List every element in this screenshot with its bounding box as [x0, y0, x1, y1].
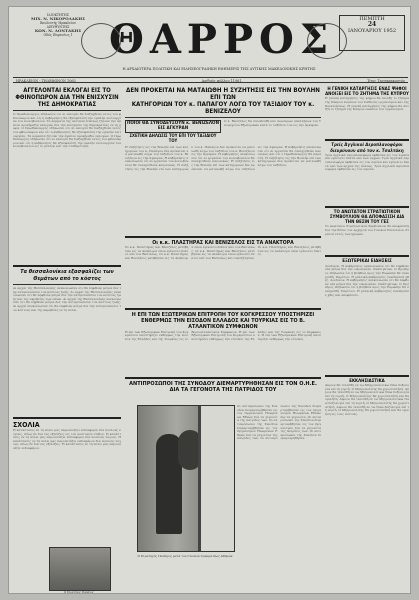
info-right: Έτος Τεσσαρακοστόν — [367, 79, 405, 83]
headline-comments: ΣΧΟΛΙΑ — [13, 421, 40, 429]
portrait-photo — [49, 547, 111, 591]
info-bar — [13, 77, 408, 83]
right-column — [325, 87, 409, 534]
newspaper-subtitle: Η ΑΡΧΑΙΟΤΕΡΑ ΠΟΛΙΤΙΚΗ ΚΑΙ ΕΙΔΗΣΕΟΓΡΑΦΙΚΗ ΕΦΗΜΕΡΙΣ ΤΗΣ ΔΥΤΙΚΗΣ ΜΑΚΕΔΟΝΙΚΗΣ ΚΡΗΤΗΣ — [122, 67, 316, 71]
date-month: ΙΑΝΟΥΑΡΙΟΥ 1952 — [347, 28, 397, 34]
info-mid: Αριθμός φύλλου 11961 — [201, 79, 242, 83]
article-synod: Οι αντιπρόσωποι της Συνόδου διεμαρτυρήθησαν εις τον Οργανισμόν Ηνωμένων Εθνών δια τα γεγονότα της πατρίδος των. Οι αντιπρόσωποι της Συνόδου διεμαρτυρήθησαν εις τον Οργανισμόν Ηνωμένων Εθνών δια τα γεγονότα της πατρίδος των. Οι αντιπρόσωποι της Συνόδου διεμαρτυρήθησαν εις τον Οργανισμόν Ηνωμένων Εθνών δια τα γεγονότα. Οι αντιπρόσωποι της Συνόδου διεμαρτυρήθησαν εις τον Οργανισμόν δια τα γεγονότα της πατρίδος των. Οι αντιπρόσωποι της Συνόδου διεμαρτυρήθησαν. — [237, 405, 321, 441]
director-name: ΚΩΝ. Ν. ΛΟΝΤΑΚΗΣ — [34, 28, 82, 33]
photo-caption: Ο Στρατηγός Παπάγος μετά του Γενικού Γραμματέως Αθηνών — [137, 554, 233, 558]
headline-cyprus: Η ΓΕΝΙΚΗ ΚΑΤΑΡΓΗΣΙΣ ΕΝΑΣ ΨΗΦΟΙ ΑΝΟΙΞΕΙ ΕΙΣ ΤΟ ΖΗΤΗΜΑ ΤΗΣ ΚΥΠΡΟΥ — [325, 87, 409, 98]
headline-elections: ΑΓΓΕΛΟΝΤΑΙ ΕΚΛΟΓΑΙ ΕΙΣ ΤΟ ΦΘΙΝΟΠΩΡΟΝ ΔΙΑ ΤΗΝ ΕΝΙΣΧΥΣΙΝ ΤΗΣ ΔΗΜΟΚΡΑΤΙΑΣ — [15, 87, 119, 108]
headline-military-council: ΤΟ ΑΝΩΤΑΤΟΝ ΣΤΡΑΤΙΩΤΙΚΟΝ ΣΥΜΒΟΥΛΙΟΝ ΘΑ ΑΠΟΦΑΣΙΣΗ ΔΙΑ ΤΗΝ ΘΕΣΙΝ ΤΟΥ ΓΕΣ — [329, 209, 405, 226]
article-escort-intro: Ο κ. Βενιζέλος θα συνοδευθή υπό ανωτέρων υπαλλήλων του Υπουργείου Εξωτερικών κατά το ταξίδιον του εις την Άγκυραν. — [224, 120, 321, 127]
article-church: Αύριον θα τελεσθή εν τω Μητροπολιτικώ Ναώ δοξολογία επί τη εορτή. Ο Μητροπολίτης θα χοροστατήση. Αύριον θα τελεσθή εν τω Μητροπολιτικώ Ναώ δοξολογία επί τη εορτή. Ο Μητροπολίτης θα χοροστατήση και θα ομιλήση. Αύριον θα τελεσθή εν τω Μητροπολιτικώ Ναώ δοξολογία επί τη εορτή. Ο Μητροπολίτης θα χοροστατήση. Αύριον θα τελεσθή εν τω Ναώ δοξολογία επί τη εορτή. Ο Μητροπολίτης θα χοροστατήση και θα ομιλήση εις τους πιστούς. — [325, 384, 409, 416]
publisher-role: Βουλευτής Ηρακλείου — [40, 21, 76, 25]
info-left: ΗΡΑΚΛΕΙΟΝ - ΤΗΛΕΦΩΝΟΝ 1065 — [16, 79, 76, 83]
headline-church: ΕΚΚΛΗΣΙΑΣΤΙΚΑ — [349, 378, 385, 384]
newspaper-title: ΘΑΡΡΟΣ — [109, 16, 335, 63]
publisher-label: ΙΔΙΟΚΤΗΤΗΣ — [47, 13, 69, 17]
headline-main-2: ΚΑΤΗΓΟΡΙΩΝ ΤΟΥ κ. ΠΑΠΑΓΟΥ ΛΟΓΩ ΤΟΥ ΤΑΞΙΔΙΟΥ ΤΟΥ κ. ΒΕΝΙΖΕΛΟΥ — [131, 101, 315, 115]
headline-carriers: Τρείς Άγγλικοί Αεροπλανοφόροι διευρύνουν από τον κ. Τσαλτάκη — [330, 143, 404, 154]
portrait-caption: Ο Στρατηγός Παπάγος — [64, 591, 94, 594]
date-number: 24 — [367, 21, 377, 28]
headline-foreign-news: ΕΞΩΤΕΡΙΚΑΙ ΕΙΔΗΣΕΙΣ — [342, 259, 392, 265]
publisher-name: ΜΙΧ. Ν. ΝΙΚΟΡΟΛΑΚΗΣ — [31, 16, 85, 21]
article-foreign-news: Λονδίνον. Η κυβέρνησις ανεκοίνωσεν ότι θα ληφθούν νέα μέτρα δια την οικονομίαν. Ουάσιγκτων. Ο Πρόεδρος εδήλωσεν ότι η βοήθεια προς την Ευρώπην θα συνεχισθή. Παρίσιοι. Η γαλλική κυβέρνησις συνεδρίασε χθες. Λονδίνον. Η κυβέρνησις ανεκοίνωσεν ότι θα ληφθούν νέα μέτρα δια την οικονομίαν. Ουάσιγκτων. Ο Πρόεδρος εδήλωσεν ότι η βοήθεια προς την Ευρώπην θα συνεχισθή. Παρίσιοι. Η γαλλική κυβέρνησις συνεδρίασε χθες και απεφάσισε. — [325, 264, 409, 297]
article-nato: Η επί των Εξωτερικών Επιτροπή του Κογκρέσσου υποστηρίζει ενθέρμως την είσοδον της Ελλάδος και της Τουρκίας εις το Βορειοατλαντικόν Σύμφωνον. Η επί των Εξωτερικών Επιτροπή του Κογκρέσσου υποστηρίζει ενθέρμως την είσοδον της Ελλάδος και της Τουρκίας εις το Σύμφωνον. Η επί των Εξωτερικών Επιτροπή υποστηρίζει ενθέρμως την είσοδον. — [125, 330, 321, 341]
director-label: ΔΙΕΥΘΥΝΤΗΣ — [46, 25, 70, 29]
left-column — [13, 87, 121, 579]
news-photo — [137, 405, 235, 552]
article-cyprus: Η γενική κατάργησις της ψήφου θα ανοίξη το ζήτημα της Κύπρου ενώπιον του διεθνούς οργανισμού και της Συνελεύσεως. Η γενική κατάργησις της ψήφου θα ανοίξη το ζήτημα της Κύπρου ενώπιον του οργανισμού. — [325, 97, 409, 112]
article-elections: Ο Πρωθυπουργός εδήλωσεν ότι αι εκλογαί θα διεξαχθούν εντός του φθινοπώρου και ότι η κυβέρνησις θα εξασφαλίση την ομαλήν λειτουργίαν του κοινοβουλίου. Τα κόμματα της αντιπολιτεύσεως ζητούν την άμεσον προκήρυξιν εκλογών δια την ενίσχυσιν της δημοκρατίας εν τη χώρα. Ο Πρωθυπουργός εδήλωσεν ότι αι εκλογαί θα διεξαχθούν εντός του φθινοπώρου και ότι η κυβέρνησις θα εξασφαλίση την ομαλήν λειτουργίαν. Τα κόμματα ζητούν την άμεσον προκήρυξιν εκλογών. Ο Πρωθυπουργός εδήλωσεν ότι αι εκλογαί θα διεξαχθούν εντός του φθινοπώρου και ότι η κυβέρνησις θα εξασφαλίση την ομαλήν λειτουργίαν του κοινοβουλίου εις το μέλλον και την σταθερότητα. — [13, 113, 121, 149]
article-carriers: Τρία αγγλικά αεροπλανοφόρα έφθασαν εις τον λιμένα και εγένοντο δεκτά υπό των αρχών. Τρία αγγλικά αεροπλανοφόρα έφθασαν εις τον λιμένα και εγένοντο δεκτά υπό των αρχών της πόλεως. Τρία αγγλικά αεροπλανοφόρα έφθασαν εις τον λιμένα. — [325, 153, 409, 172]
headline-synod: ΑΝΤΙΠΡΟΣΩΠΟΙ ΤΗΣ ΣΥΝΟΔΟΥ ΔΙΕΜΑΡΤΥΡΗΘΗΣΑΝ ΕΙΣ ΤΟΝ Ο.Η.Ε. ΔΙΑ ΤΑ ΓΕΓΟΝΟΤΑ ΤΗΣ ΠΑΤΡΙΔΟΣ ΤΟΥ — [129, 380, 317, 394]
date-box — [339, 15, 405, 51]
headline-thessaloniki: Τα θεσσαλονίκια εξασφαλίζει των Θεμάτων από το κόστος — [20, 269, 114, 282]
headline-escort: ΠΟΙΟΙ ΘΑ ΣΥΝΟΔΕΥΣΟΥΝ κ. ΒΕΝΙΖΕΛΟΝ ΕΙΣ ΑΓΚΥΡΑΝ — [126, 121, 220, 132]
center-column — [125, 87, 321, 393]
article-comments: Η κατάστασις εν τη πόλει μας παρουσιάζει ενδιαφέρον δια πολλούς λόγους, ιδίως δε δια τας εξελίξεις εις τον πολιτικόν στίβον. Η κατάστασις εν τη πόλει μας παρουσιάζει ενδιαφέρον δια πολλούς λόγους. Η κατάστασις εν τη πόλει μας παρουσιάζει ενδιαφέρον δια πολλούς λόγους, ιδίως δε δια τας εξελίξεις. Η κατάστασις εν τη πόλει μας παρουσιάζει ενδιαφέρον. — [13, 429, 121, 450]
address: Οδός Ιδομενέως 1 — [43, 33, 73, 37]
article-thessaloniki: Αι αρχαί της Θεσσαλονίκης ανεκοίνωσαν ότι θα ληφθούν μέτρα δια την αντιμετώπισιν του κόστους ζωής. Αι αρχαί της Θεσσαλονίκης ανεκοίνωσαν ότι θα ληφθούν μέτρα δια την αντιμετώπισιν του κόστους ζωής και της ακριβείας των ειδών. Αι αρχαί της Θεσσαλονίκης ανεκοίνωσαν ότι θα ληφθούν μέτρα δια την αντιμετώπισιν του κόστους ζωής. Αι αρχαί ανεκοίνωσαν ότι θα ληφθούν μέτρα δια την αντιμετώπισιν του κόστους και της ακριβείας εν τη πόλει. — [13, 287, 121, 312]
article-military-council: Το Ανώτατον Στρατιωτικόν Συμβούλιον θα αποφασίση δια την θέσιν του Αρχηγού του Γενικού Επιτελείου Στρατού εντός των ημερών. — [325, 225, 409, 236]
article-main: Η συζήτησις εις την Βουλήν επί των κατηγοριών του κ. Παπάγου δεν πρόκειται να ματαιωθή λόγω του ταξιδίου του κ. Βενιζέλου εις την Άγκυραν. Η κυβέρνησις ανεκοίνωσεν ότι αι εργασίαι του κοινοβουλίου θα συνεχισθούν κανονικώς. Η συζήτησις εις την Βουλήν επί των κατηγοριών του κ. Παπάγου δεν πρόκειται να ματαιωθή λόγω του ταξιδίου του κ. Βενιζέλου εις την Άγκυραν. Η κυβέρνησις ανεκοίνωσεν ότι αι εργασίαι του κοινοβουλίου θα συνεχισθούν κανονικώς. Η συζήτησις εις την Βουλήν επί των κατηγοριών δεν πρόκειται να ματαιωθή λόγω του ταξιδίου εις την Άγκυραν. Η κυβέρνησις ανεκοίνωσεν ότι αι εργασίαι θα συνεχισθούν κανονικώς και ότι ο Πρωθυπουργός θα παραστή. Η συζήτησις εις την Βουλήν επί των κατηγοριών δεν πρόκειται να ματαιωθή λόγω του ταξιδίου. — [125, 146, 321, 171]
headline-main-1: ΔΕΝ ΠΡΟΚΕΙΤΑΙ ΝΑ ΜΑΤΑΙΩΘΗ Η ΣΥΖΗΤΗΣΙΣ ΕΙΣ ΤΗΝ ΒΟΥΛΗΝ ΕΠΙ ΤΩΝ — [126, 87, 320, 101]
article-palace: Οι κ.κ. Πλαστήρας και Βενιζέλος μετέβησαν εις τα Ανάκτορα όπου εγένοντο δεκτοί υπό του Βασιλέως. Οι κ.κ. Πλαστήρας και Βενιζέλος μετέβησαν εις τα Ανάκτορα όπου εγένοντο δεκτοί υπό του Βασιλέως. Οι κ.κ. Πλαστήρας και Βενιζέλος μετέβησαν εις τα Ανάκτορα όπου εγένοντο δεκτοί υπό του Βασιλέως και συνεζήτησαν. Οι κ.κ. Πλαστήρας και Βενιζέλος μετέβησαν εις τα Ανάκτορα όπου εγένοντο δεκτοί. — [125, 246, 321, 260]
newspaper-page — [8, 6, 411, 594]
headline-statement: ΣΧΕΤΙΚΗ ΔΗΛΩΣΙΣ ΤΟΥ ΕΠΙ ΤΟΥ ΤΑΞΙΔΙΟΥ ΤΟΥ — [129, 132, 217, 143]
date-day: ΠΕΜΠΤΗ — [359, 16, 385, 22]
headline-nato: Η ΕΠΙ ΤΩΝ ΕΞΩΤΕΡΙΚΩΝ ΕΠΙΤΡΟΠΗ ΤΟΥ ΚΟΓΚΡΕΣΣΟΥ ΥΠΟΣΤΗΡΙΖΕΙ ΕΝΘΕΡΜΩΣ ΤΗΝ ΕΙΣΟΔΟΝ ΕΛΛΑΔΟΣ ΚΑΙ ΤΟΥΡΚΙΑΣ ΕΙΣ ΤΟ Β. ΑΤΛΑΝΤΙΚΟΝ ΣΥΜΦΩΝΟΝ — [131, 312, 315, 331]
headline-palace: Οι κ.κ. ΠΛΑΣΤΗΡΑΣ ΚΑΙ ΒΕΝΙΖΕΛΟΣ ΕΙΣ ΤΑ ΑΝΑΚΤΟΡΑ — [152, 240, 294, 246]
